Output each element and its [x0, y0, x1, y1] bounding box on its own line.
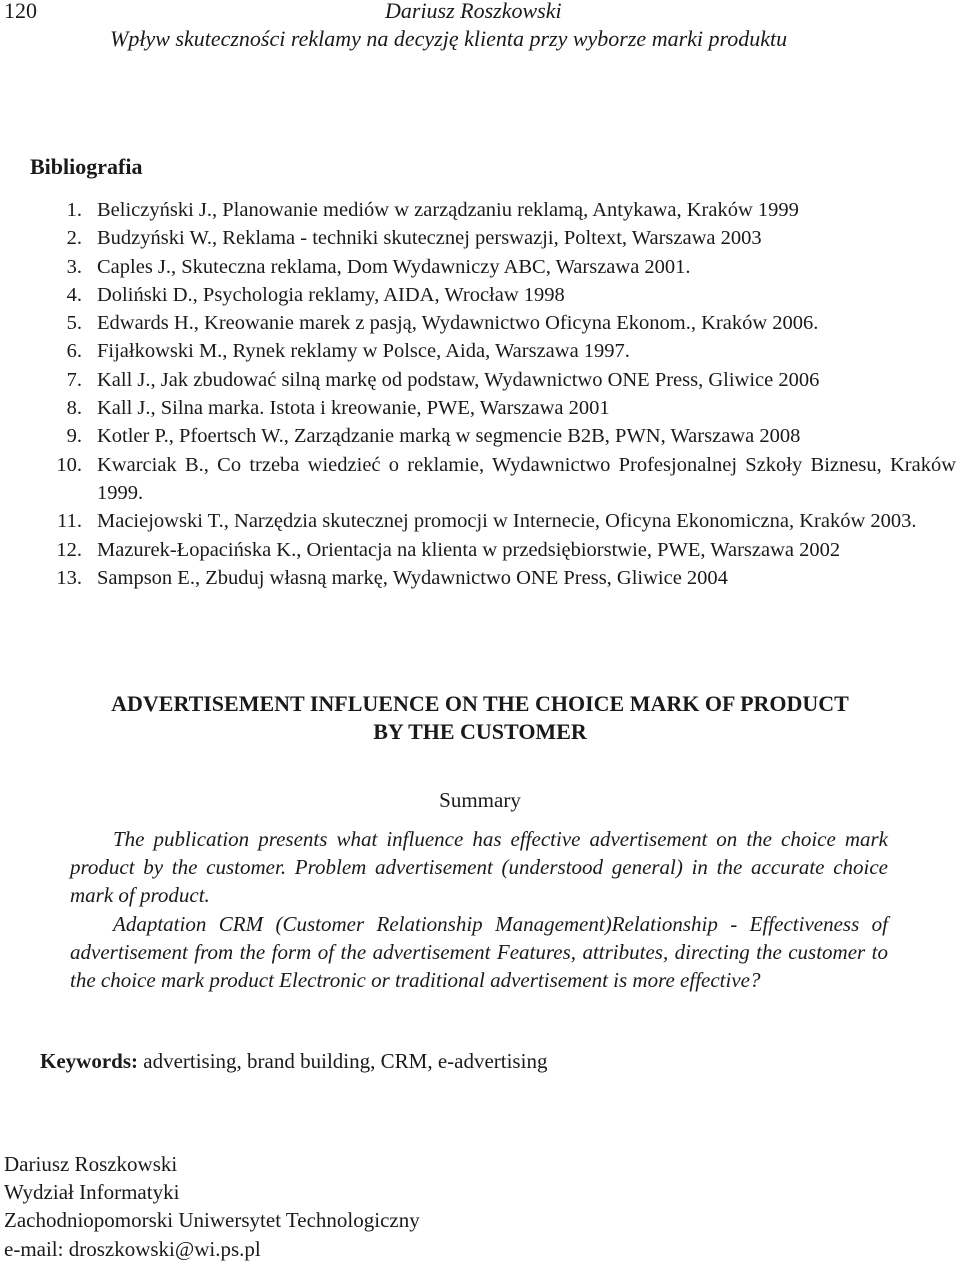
bibliography-item-text: Fijałkowski M., Rynek reklamy w Polsce, Aida, Warszawa 1997.: [97, 340, 630, 363]
bibliography-item: [30, 196, 956, 224]
affiliation-department: Wydział Informatyki: [4, 1180, 180, 1205]
header-title: Wpływ skuteczności reklamy na decyzję klienta przy wyborze marki produktu: [110, 26, 788, 51]
bibliography-item-text: Mazurek-Łopacińska K., Orientacja na klienta w przedsiębiorstwie, PWE, Warszawa 2002: [97, 538, 841, 561]
bibliography-item-text: Maciejowski T., Narzędzia skutecznej promocji w Internecie, Oficyna Ekonomiczna, Kraków 2003.: [97, 510, 917, 533]
bibliography-item: [30, 281, 956, 309]
bibliography-item-text: Edwards H., Kreowanie marek z pasją, Wydawnictwo Oficyna Ekonom., Kraków 2006.: [97, 312, 819, 335]
summary-paragraph: The publication presents what influence has effective advertisement on the choice mark product by the customer. Problem advertisement (understood general) in the accurate choice mark of product.: [70, 827, 888, 908]
bibliography-item-number: 10.: [56, 453, 82, 476]
affiliation-email: e-mail: droszkowski@wi.ps.pl: [4, 1236, 261, 1261]
bibliography-item-number: 11.: [57, 510, 82, 533]
header-author: Dariusz Roszkowski: [385, 0, 562, 23]
keywords-label: Keywords:: [40, 1049, 138, 1073]
bibliography-list: [30, 196, 956, 592]
bibliography-item: [30, 224, 956, 252]
summary-body: [70, 825, 888, 994]
bibliography-item-text: Beliczyński J., Planowanie mediów w zarządzaniu reklamą, Antykawa, Kraków 1999: [97, 199, 799, 221]
affiliation-name: Dariusz Roszkowski: [4, 1152, 178, 1176]
bibliography-item-number: 12.: [56, 538, 82, 561]
bibliography-heading: Bibliografia: [30, 154, 143, 179]
bibliography-item: [30, 253, 956, 281]
bibliography-item-number: 9.: [66, 425, 82, 448]
keywords-value: advertising, brand building, CRM, e-advertising: [138, 1049, 548, 1073]
bibliography-item: [30, 451, 956, 508]
summary-paragraph: Adaptation CRM (Customer Relationship Management)Relationship - Effectiveness of advertisement from the form of the advertisement Features, attributes, directing the customer to the choice mark product Electronic or traditional advertisement is more effective?: [70, 911, 888, 993]
english-title-line-2: BY THE CUSTOMER: [373, 719, 587, 744]
english-title-line-1: ADVERTISEMENT INFLUENCE ON THE CHOICE MARK OF PRODUCT: [111, 691, 849, 716]
bibliography-item-number: 1.: [66, 199, 82, 221]
bibliography-item: [30, 394, 956, 422]
bibliography-item-number: 7.: [66, 368, 82, 391]
bibliography-item-number: 2.: [66, 227, 82, 250]
bibliography-item: [30, 337, 956, 365]
bibliography-item: [30, 309, 956, 337]
bibliography-item-text: Sampson E., Zbuduj własną markę, Wydawnictwo ONE Press, Gliwice 2004: [97, 566, 728, 589]
keywords: [40, 1049, 547, 1074]
bibliography-item: [30, 536, 956, 564]
author-affiliation: [4, 1150, 420, 1263]
bibliography-item-text: Kall J., Silna marka. Istota i kreowanie, PWE, Warszawa 2001: [97, 397, 610, 420]
bibliography-item-text: Budzyński W., Reklama - techniki skutecznej perswazji, Poltext, Warszawa 2003: [97, 227, 762, 250]
english-title: [0, 690, 960, 746]
bibliography-item-text: Kwarciak B., Co trzeba wiedzieć o reklamie, Wydawnictwo Profesjonalnej Szkoły Biznesu, Kraków 1999.: [97, 453, 956, 504]
bibliography-item-text: Kotler P., Pfoertsch W., Zarządzanie marką w segmencie B2B, PWN, Warszawa 2008: [97, 425, 801, 448]
bibliography-item-text: Caples J., Skuteczna reklama, Dom Wydawniczy ABC, Warszawa 2001.: [97, 255, 691, 278]
bibliography-item: [30, 507, 956, 535]
bibliography-item: [30, 366, 956, 394]
bibliography-item-number: 13.: [56, 566, 82, 589]
bibliography-item: [30, 422, 956, 450]
bibliography-item-text: Doliński D., Psychologia reklamy, AIDA, Wrocław 1998: [97, 283, 565, 306]
bibliography-item-number: 6.: [66, 340, 82, 363]
affiliation-university: Zachodniopomorski Uniwersytet Technologiczny: [4, 1208, 420, 1233]
summary-heading: Summary: [439, 788, 521, 812]
page-number: 120: [4, 0, 37, 23]
bibliography-item-number: 5.: [66, 312, 82, 335]
bibliography-item-number: 3.: [66, 255, 82, 278]
bibliography-item-text: Kall J., Jak zbudować silną markę od podstaw, Wydawnictwo ONE Press, Gliwice 2006: [97, 368, 820, 391]
bibliography-item: [30, 564, 956, 592]
bibliography-item-number: 8.: [66, 397, 82, 420]
bibliography-item-number: 4.: [66, 283, 82, 306]
